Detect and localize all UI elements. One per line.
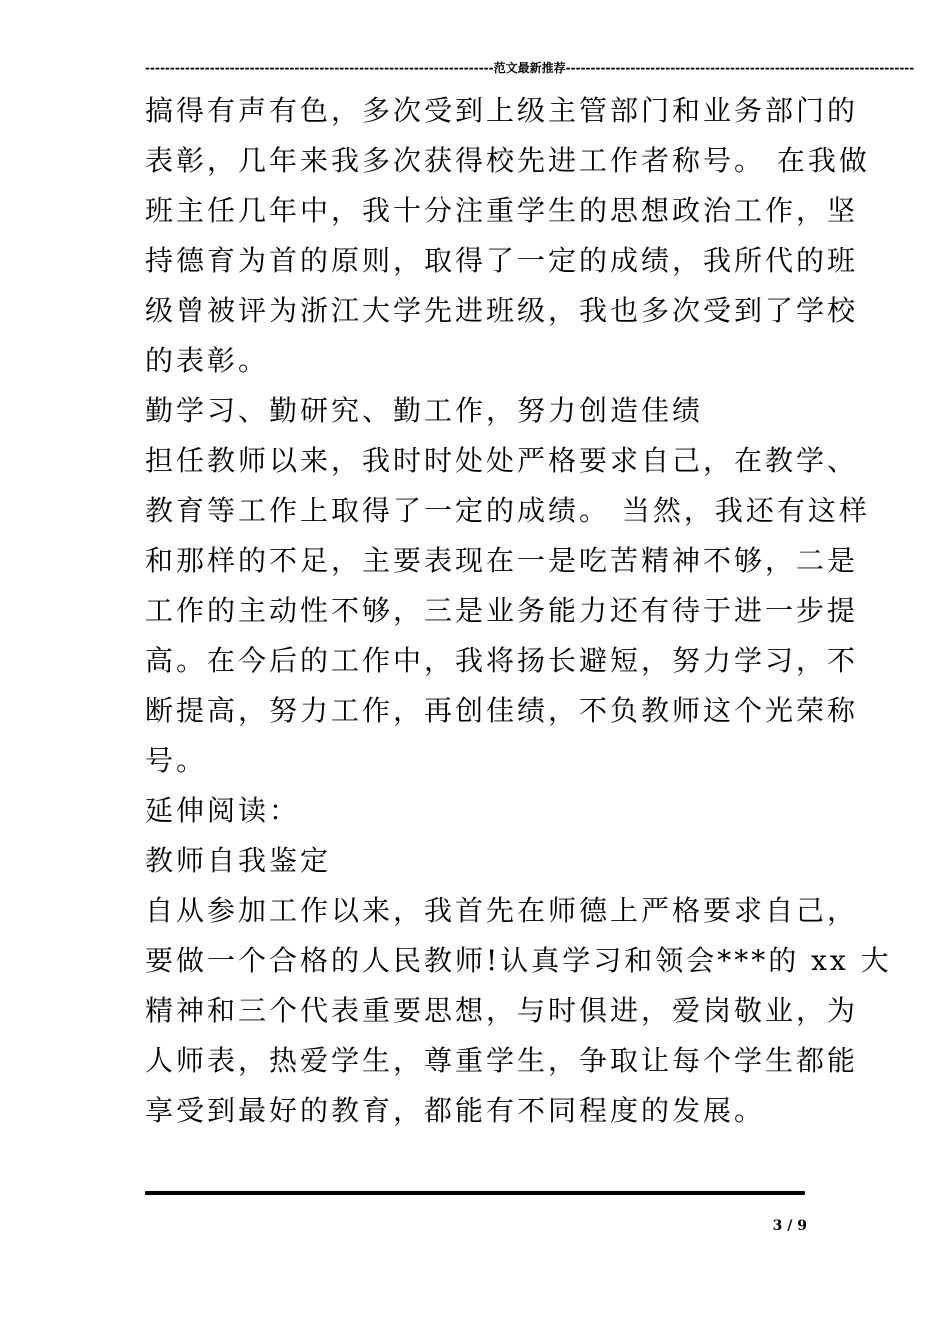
document-body — [145, 86, 892, 1136]
section-heading: 勤学习、勤研究、勤工作，努力创造佳绩 — [145, 394, 704, 427]
text-line: 自从参加工作以来，我首先在师德上严格要求自己， — [145, 894, 859, 927]
text-line: 的表彰。 — [145, 344, 270, 377]
text-line: 工作的主动性不够，三是业务能力还有待于进一步提 — [145, 594, 859, 627]
text-line: 级曾被评为浙江大学先进班级，我也多次受到了学校 — [145, 294, 859, 327]
text-line: 人师表，热爱学生，尊重学生，争取让每个学生都能 — [145, 1044, 859, 1077]
text-line: 要做一个合格的人民教师!认真学习和领会***的 xx 大 — [145, 944, 892, 977]
text-line: 享受到最好的教育，都能有不同程度的发展。 — [145, 1094, 766, 1127]
text-line: 精神和三个代表重要思想，与时俱进，爱岗敬业，为 — [145, 994, 859, 1027]
page-header: ----------------------------------------------------------------------范文最新推荐---------------------------------------------------------------------- — [145, 61, 915, 75]
text-line: 搞得有声有色，多次受到上级主管部门和业务部门的 — [145, 94, 859, 127]
text-line: 表彰，几年来我多次获得校先进工作者称号。 在我做 — [145, 144, 870, 177]
text-line: 教育等工作上取得了一定的成绩。 当然，我还有这样 — [145, 494, 870, 527]
text-line: 高。在今后的工作中，我将扬长避短，努力学习，不 — [145, 644, 859, 677]
text-line: 号。 — [145, 744, 208, 777]
footer-divider — [145, 1191, 805, 1195]
page-number: 3 / 9 — [772, 1218, 807, 1234]
text-line: 持德育为首的原则，取得了一定的成绩，我所代的班 — [145, 244, 859, 277]
text-line: 断提高，努力工作，再创佳绩，不负教师这个光荣称 — [145, 694, 859, 727]
text-line: 班主任几年中，我十分注重学生的思想政治工作，坚 — [145, 194, 859, 227]
section-heading: 教师自我鉴定 — [145, 844, 332, 877]
text-line: 担任教师以来，我时时处处严格要求自己，在教学、 — [145, 444, 859, 477]
text-line: 和那样的不足，主要表现在一是吃苦精神不够，二是 — [145, 544, 859, 577]
extended-reading-label: 延伸阅读： — [145, 794, 301, 827]
